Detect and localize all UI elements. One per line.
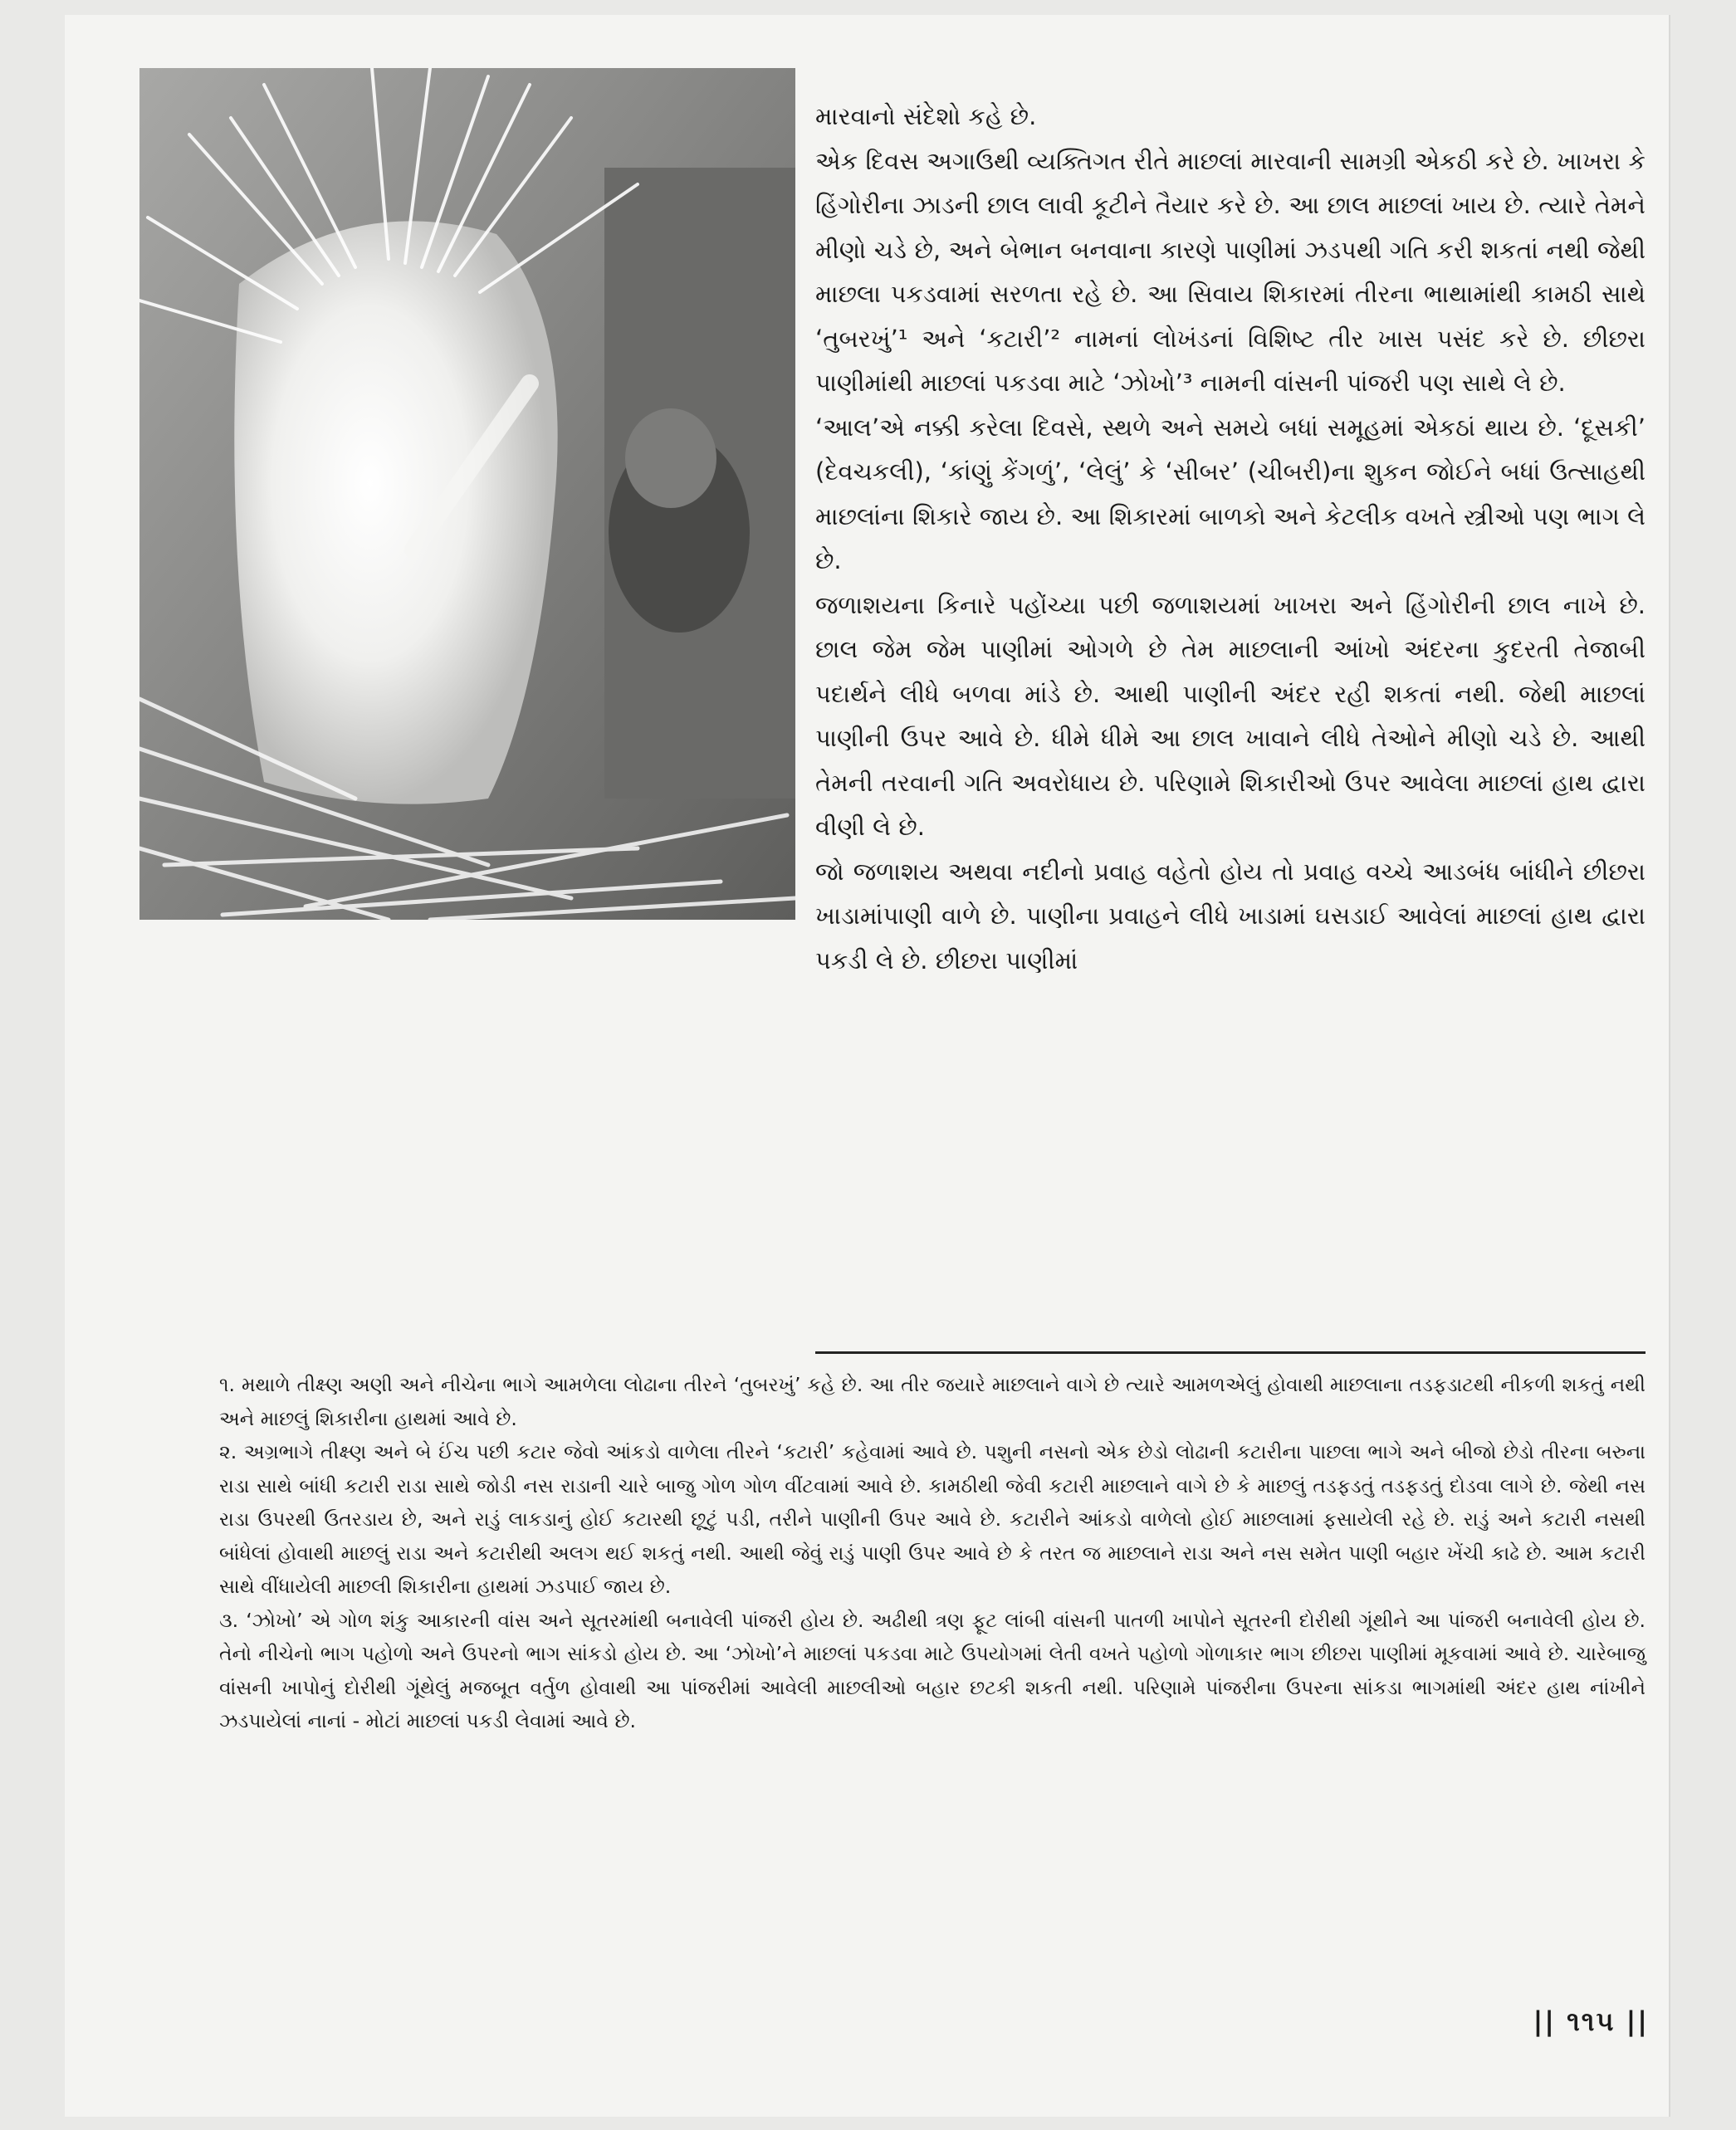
paragraph: જળાશયના કિનારે પહોંચ્યા પછી જળાશયમાં ખાખરા અને હિંગોરીની છાલ નાખે છે. છાલ જેમ જેમ પાણીમાં ઓગળે છે તેમ માછલાની આંખો અંદરના કુદરતી તેજાબી પદાર્થને લીધે બળવા માંડે છે. આથી પાણીની અંદર રહી શકતાં નથી. જેથી માછલાં પાણીની ઉપર આવે છે. ધીમે ધીમે આ છાલ ખાવાને લીધે તેઓને મીણો ચડે છે. આથી તેમની તરવાની ગતિ અવરોધાય છે. પરિણામે શિકારીઓ ઉપર આવેલા માછલાં હાથ દ્વારા વીણી લે છે. xyxy=(815,590,1646,841)
book-page xyxy=(65,15,1669,2117)
basket-photo-illustration xyxy=(139,68,795,920)
paragraph: એક દિવસ અગાઉથી વ્યક્તિગત રીતે માછલાં મારવાની સામગ્રી એકઠી કરે છે. ખાખરા કે હિંગોરીના ઝાડની છાલ લાવી કૂટીને તૈયાર કરે છે. આ છાલ માછલાં ખાય છે. ત્યારે તેમને મીણો ચડે છે, અને બેભાન બનવાના કારણે પાણીમાં ઝડપથી ગતિ કરી શકતાં નથી જેથી માછલા પકડવામાં સરળતા રહે છે. આ સિવાય શિકારમાં તીરના ભાથામાંથી કામઠી સાથે ‘તુબરખું’¹ અને ‘કટારી’² નામનાં લોખંડનાં વિશિષ્ટ તીર ખાસ પસંદ કરે છે. છીછરા પાણીમાંથી માછલાં પકડવા માટે ‘ઝોખો’³ નામની વાંસની પાંજરી પણ સાથે લે છે. xyxy=(815,146,1646,397)
footnotes-section xyxy=(219,1368,1646,1738)
footnote-divider xyxy=(815,1351,1646,1354)
page-number: || ૧૧૫ || xyxy=(1533,2005,1649,2037)
footnote: ૧. મથાળે તીક્ષ્ણ અણી અને નીચેના ભાગે આમળેલા લોઢાના તીરને ‘તુબરખું’ કહે છે. આ તીર જયારે માછલાને વાગે છે ત્યારે આમળએલું હોવાથી માછલાના તડફડાટથી નીકળી શકતું નથી અને માછલું શિકારીના હાથમાં આવે છે. xyxy=(219,1373,1646,1430)
paragraph: જો જળાશય અથવા નદીનો પ્રવાહ વહેતો હોય તો પ્રવાહ વચ્ચે આડબંધ બાંધીને છીછરા ખાડામાંપાણી વાળે છે. પાણીના પ્રવાહને લીધે ખાડામાં ઘસડાઈ આવેલાં માછલાં હાથ દ્વારા પકડી લે છે. છીછરા પાણીમાં xyxy=(815,857,1646,975)
paragraph: મારવાનો સંદેશો કહે છે. xyxy=(815,102,1037,130)
main-body-text xyxy=(815,95,1646,983)
footnote: ૩. ‘ઝોખો’ એ ગોળ શંકુ આકારની વાંસ અને સૂતરમાંથી બનાવેલી પાંજરી હોય છે. અઢીથી ત્રણ ફૂટ લાંબી વાંસની પાતળી ખાપોને સૂતરની દોરીથી ગૂંથીને આ પાંજરી બનાવેલી હોય છે. તેનો નીચેનો ભાગ પહોળો અને ઉપરનો ભાગ સાંકડો હોય છે. આ ‘ઝોખો’ને માછલાં પકડવા માટે ઉપયોગમાં લેતી વખતે પહોળો ગોળાકાર ભાગ છીછરા પાણીમાં મૂકવામાં આવે છે. ચારેબાજુ વાંસની ખાપોનું દોરીથી ગૂંથેલું મજબૂત વર્તુળ હોવાથી આ પાંજરીમાં આવેલી માછલીઓ બહાર છટકી શકતી નથી. પરિણામે પાંજરીના ઉપરના સાંકડા ભાગમાંથી અંદર હાથ નાંખીને ઝડપાયેલાં નાનાં - મોટાં માછલાં પકડી લેવામાં આવે છે. xyxy=(219,1608,1646,1732)
footnote: ૨. અગ્રભાગે તીક્ષ્ણ અને બે ઈંચ પછી કટાર જેવો આંકડો વાળેલા તીરને ‘કટારી’ કહેવામાં આવે છે. પશુની નસનો એક છેડો લોઢાની કટારીના પાછલા ભાગે અને બીજો છેડો તીરના બરુના રાડા સાથે બાંધી કટારી રાડા સાથે જોડી નસ રાડાની ચારે બાજુ ગોળ ગોળ વીંટવામાં આવે છે. કામઠીથી જેવી કટારી માછલાને વાગે છે કે માછલું તડફડતું તડફડતું દોડવા લાગે છે. જેથી નસ રાડા ઉપરથી ઉતરડાય છે, અને રાડું લાકડાનું હોઈ કટારથી છૂટું પડી, તરીને પાણીની ઉપર આવે છે. કટારીને આંકડો વાળેલો હોઈ માછલામાં ફસાયેલી રહે છે. રાડું અને કટારી નસથી બાંધેલાં હોવાથી માછલું રાડા અને કટારીથી અલગ થઈ શકતું નથી. આથી જેવું રાડું પાણી ઉપર આવે છે કે તરત જ માછલાને રાડા અને નસ સમેત પાણી બહાર ખેંચી કાઢે છે. આમ કટારી સાથે વીંધાયેલી માછલી શિકારીના હાથમાં ઝડપાઈ જાય છે. xyxy=(219,1440,1646,1598)
photograph-bamboo-basket xyxy=(139,68,795,920)
paragraph: ‘આલ’એ નક્કી કરેલા દિવસે, સ્થળે અને સમયે બધાં સમૂહમાં એકઠાં થાય છે. ‘દૂસકી’ (દેવચકલી), ‘કાંણું કેંગળું’, ‘લેલું’ કે ‘સીબર’ (ચીબરી)ના શુકન જોઈને બધાં ઉત્સાહથી માછલાંના શિકારે જાય છે. આ શિકારમાં બાળકો અને કેટલીક વખતે સ્ત્રીઓ પણ ભાગ લે છે. xyxy=(815,413,1646,574)
